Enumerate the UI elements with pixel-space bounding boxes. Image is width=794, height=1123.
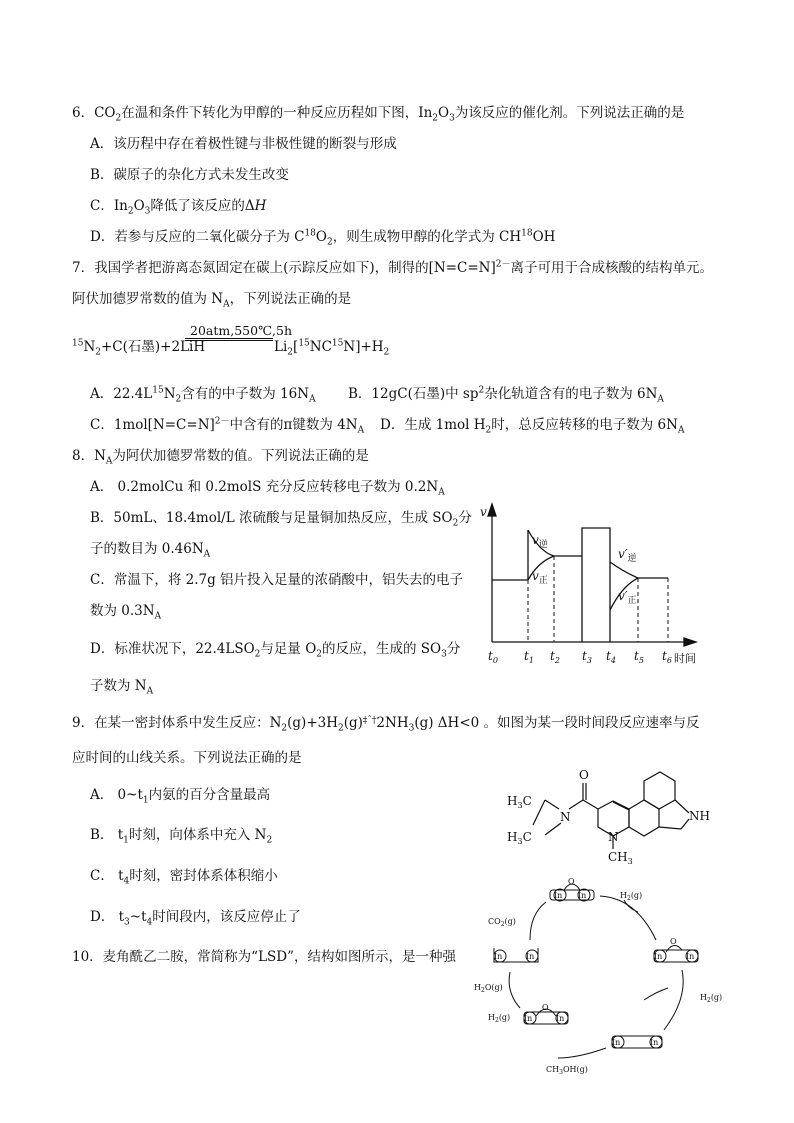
- graph-curve-rev2: [610, 562, 638, 578]
- q6-stem: 6．$CO_2$在温和条件下转化为甲醇的一种反应历程如下图，$In_2O_3$为该反应的催化剂。下列说法正确的是: [72, 105, 685, 124]
- q6-option-c[interactable]: C．$In_2O_3$降低了该反应的ΔH: [90, 198, 267, 217]
- q6-option-d[interactable]: D．若参与反应的二氧化碳分子为 $C^{18}O_2$，则生成物甲醇的化学式为 CH$^{18}$OH: [90, 228, 556, 248]
- reaction-conditions: 20atm,550℃,5h: [190, 323, 293, 338]
- graph-tick-t6: $t_6$: [662, 649, 672, 665]
- lsd-group-h3c-1: $H_3C$: [507, 794, 532, 810]
- cycle-in-10: In: [556, 1014, 565, 1023]
- cycle-in-6: In: [686, 952, 695, 961]
- cycle-in-2: In: [578, 891, 587, 900]
- graph-label-v-rev: $v_逆$: [532, 533, 548, 550]
- graph-label-v-rev2: $v'_逆$: [618, 547, 637, 564]
- graph-label-v-fwd: $v_正$: [532, 569, 548, 586]
- cycle-label-ch3oh: $CH_3OH(g)$: [546, 1065, 588, 1076]
- lsd-atom-n-ring: N: [608, 830, 619, 844]
- graph-tick-t2: $t_2$: [550, 649, 560, 665]
- graph-x-label: 时间: [674, 652, 696, 665]
- q8-option-c-line1[interactable]: C．常温下，将 2.7g 铝片投入足量的浓硝酸中，铝失去的电子: [90, 572, 464, 588]
- q6-option-a[interactable]: A．该历程中存在着极性键与非极性键的断裂与形成: [90, 136, 397, 152]
- q9-stem-line2: 应时间的山线关系。下列说法正确的是: [72, 750, 302, 766]
- cycle-in-9: In: [524, 1014, 533, 1023]
- q8-option-c-line2[interactable]: 数为 $0.3N_A$: [90, 603, 162, 622]
- lsd-group-h3c-2: $H_3C$: [507, 830, 532, 846]
- q7-option-b[interactable]: B．12gC(石墨)中 $sp^2$杂化轨道含有的电子数为 $6N_A$: [348, 385, 664, 405]
- reaction-products: $Li_2[^{15}NC^{15}N]+H_2$: [274, 338, 390, 358]
- cycle-in-1: In: [554, 891, 563, 900]
- graph-y-label: v: [480, 505, 487, 519]
- graph-segment-eq3: [582, 528, 610, 642]
- q6-option-b[interactable]: B．碳原子的杂化方式未发生改变: [90, 167, 289, 183]
- graph-x-arrow: [684, 638, 696, 646]
- reaction-arrow-line: [185, 338, 273, 339]
- q7-stem-line1: 7．我国学者把游离态氮固定在碳上(示踪反应如下)，制得的[N=C=N]$^{2-}$离子可用于合成核酸的结构单元。: [72, 259, 713, 276]
- q7-option-c[interactable]: C．1mol[N=C=N]$^{2-}$中含有的π键数为 $4N_A$: [90, 416, 365, 436]
- cycle-in-7: In: [612, 1038, 621, 1047]
- q8-option-d-line2[interactable]: 子数为 $N_A$: [90, 678, 154, 697]
- rate-time-graph: [478, 500, 708, 670]
- cycle-label-h2-left: $H_2(g)$: [488, 1013, 511, 1024]
- q8-stem: 8．$N_A$为阿伏加德罗常数的值。下列说法正确的是: [72, 448, 369, 467]
- lsd-group-ch3: $CH_3$: [608, 850, 633, 865]
- cycle-o-3: O: [542, 1003, 549, 1012]
- cycle-in-3: In: [494, 952, 503, 961]
- graph-tick-t3: $t_3$: [582, 649, 592, 665]
- q8-option-d-line1[interactable]: D．标准状况下，$22.4LSO_2$与足量 $O_2$的反应，生成的 $SO_3$分: [90, 641, 461, 660]
- q9-option-b[interactable]: B． $t_1$时刻，向体系中充入 $N_2$: [90, 827, 273, 846]
- cycle-in-4: In: [526, 952, 535, 961]
- graph-tick-t5: $t_5$: [634, 649, 644, 665]
- catalytic-cycle-diagram: [460, 872, 730, 1087]
- q7-option-a[interactable]: A．$22.4L^{15}N_2$含有的中子数为 $16N_A$: [90, 385, 316, 405]
- graph-tick-t0: $t_0$: [488, 649, 498, 665]
- q9-stem-line1: 9．在某一密封体系中发生反应：$N_2(g)+3H_2(g)^{\ddagger ˆ\dagger}2NH_3(g)$ ΔH<0 。如图为某一段时间段反应速率与反: [72, 715, 700, 734]
- cycle-label-co2: $CO_2(g)$: [488, 917, 516, 928]
- reaction-reactants: $^{15}N_2+C$(石墨)+2LiH: [72, 338, 206, 358]
- cycle-o-1: O: [568, 877, 575, 886]
- q7-option-d[interactable]: D．生成 1mol $H_2$时，总反应转移的电子数为 $6N_A$: [380, 417, 685, 436]
- lsd-structure-diagram: [505, 765, 720, 865]
- q7-reaction-equation: [72, 323, 432, 360]
- q10-stem: 10．麦角酰乙二胺，常简称为“LSD”，结构如图所示，是一种强: [72, 949, 457, 965]
- cycle-o-2: O: [670, 937, 677, 946]
- q8-option-a[interactable]: A． 0.2molCu 和 0.2molS 充分反应转移电子数为 $0.2N_A$: [90, 479, 445, 498]
- lsd-atom-n: N: [560, 810, 571, 824]
- cycle-label-h2o: $H_2O(g)$: [474, 983, 503, 994]
- graph-label-v-fwd2: $v'_正$: [618, 589, 637, 606]
- q9-option-a[interactable]: A． $0\sim t_1$内氨的百分含量最高: [90, 787, 271, 806]
- lsd-group-nh: NH: [689, 809, 710, 823]
- q9-option-c[interactable]: C． $t_4$时刻，密封体系体积缩小: [90, 868, 278, 887]
- cycle-in-8: In: [650, 1038, 659, 1047]
- lsd-atom-o: O: [579, 768, 589, 782]
- q8-option-b-line1[interactable]: B．50mL、18.4mol/L 浓硫酸与足量铜加热反应，生成 $SO_2$分: [90, 510, 472, 529]
- cycle-label-h2-right: $H_2(g)$: [700, 993, 723, 1004]
- graph-tick-t1: $t_1$: [524, 649, 534, 665]
- reaction-arrow-line: [185, 340, 273, 341]
- q8-option-b-line2[interactable]: 子的数目为 $0.46N_A$: [90, 541, 211, 560]
- cycle-label-h2-top: $H_2(g)$: [620, 891, 643, 902]
- cycle-in-5: In: [654, 952, 663, 961]
- graph-tick-t4: $t_4$: [606, 649, 616, 665]
- q7-stem-line2: 阿伏加德罗常数的值为 $N_A$，下列说法正确的是: [72, 291, 352, 310]
- q9-option-d[interactable]: D． $t_3\sim t_4$时间段内，该反应停止了: [90, 909, 301, 928]
- graph-y-arrow: [488, 504, 496, 516]
